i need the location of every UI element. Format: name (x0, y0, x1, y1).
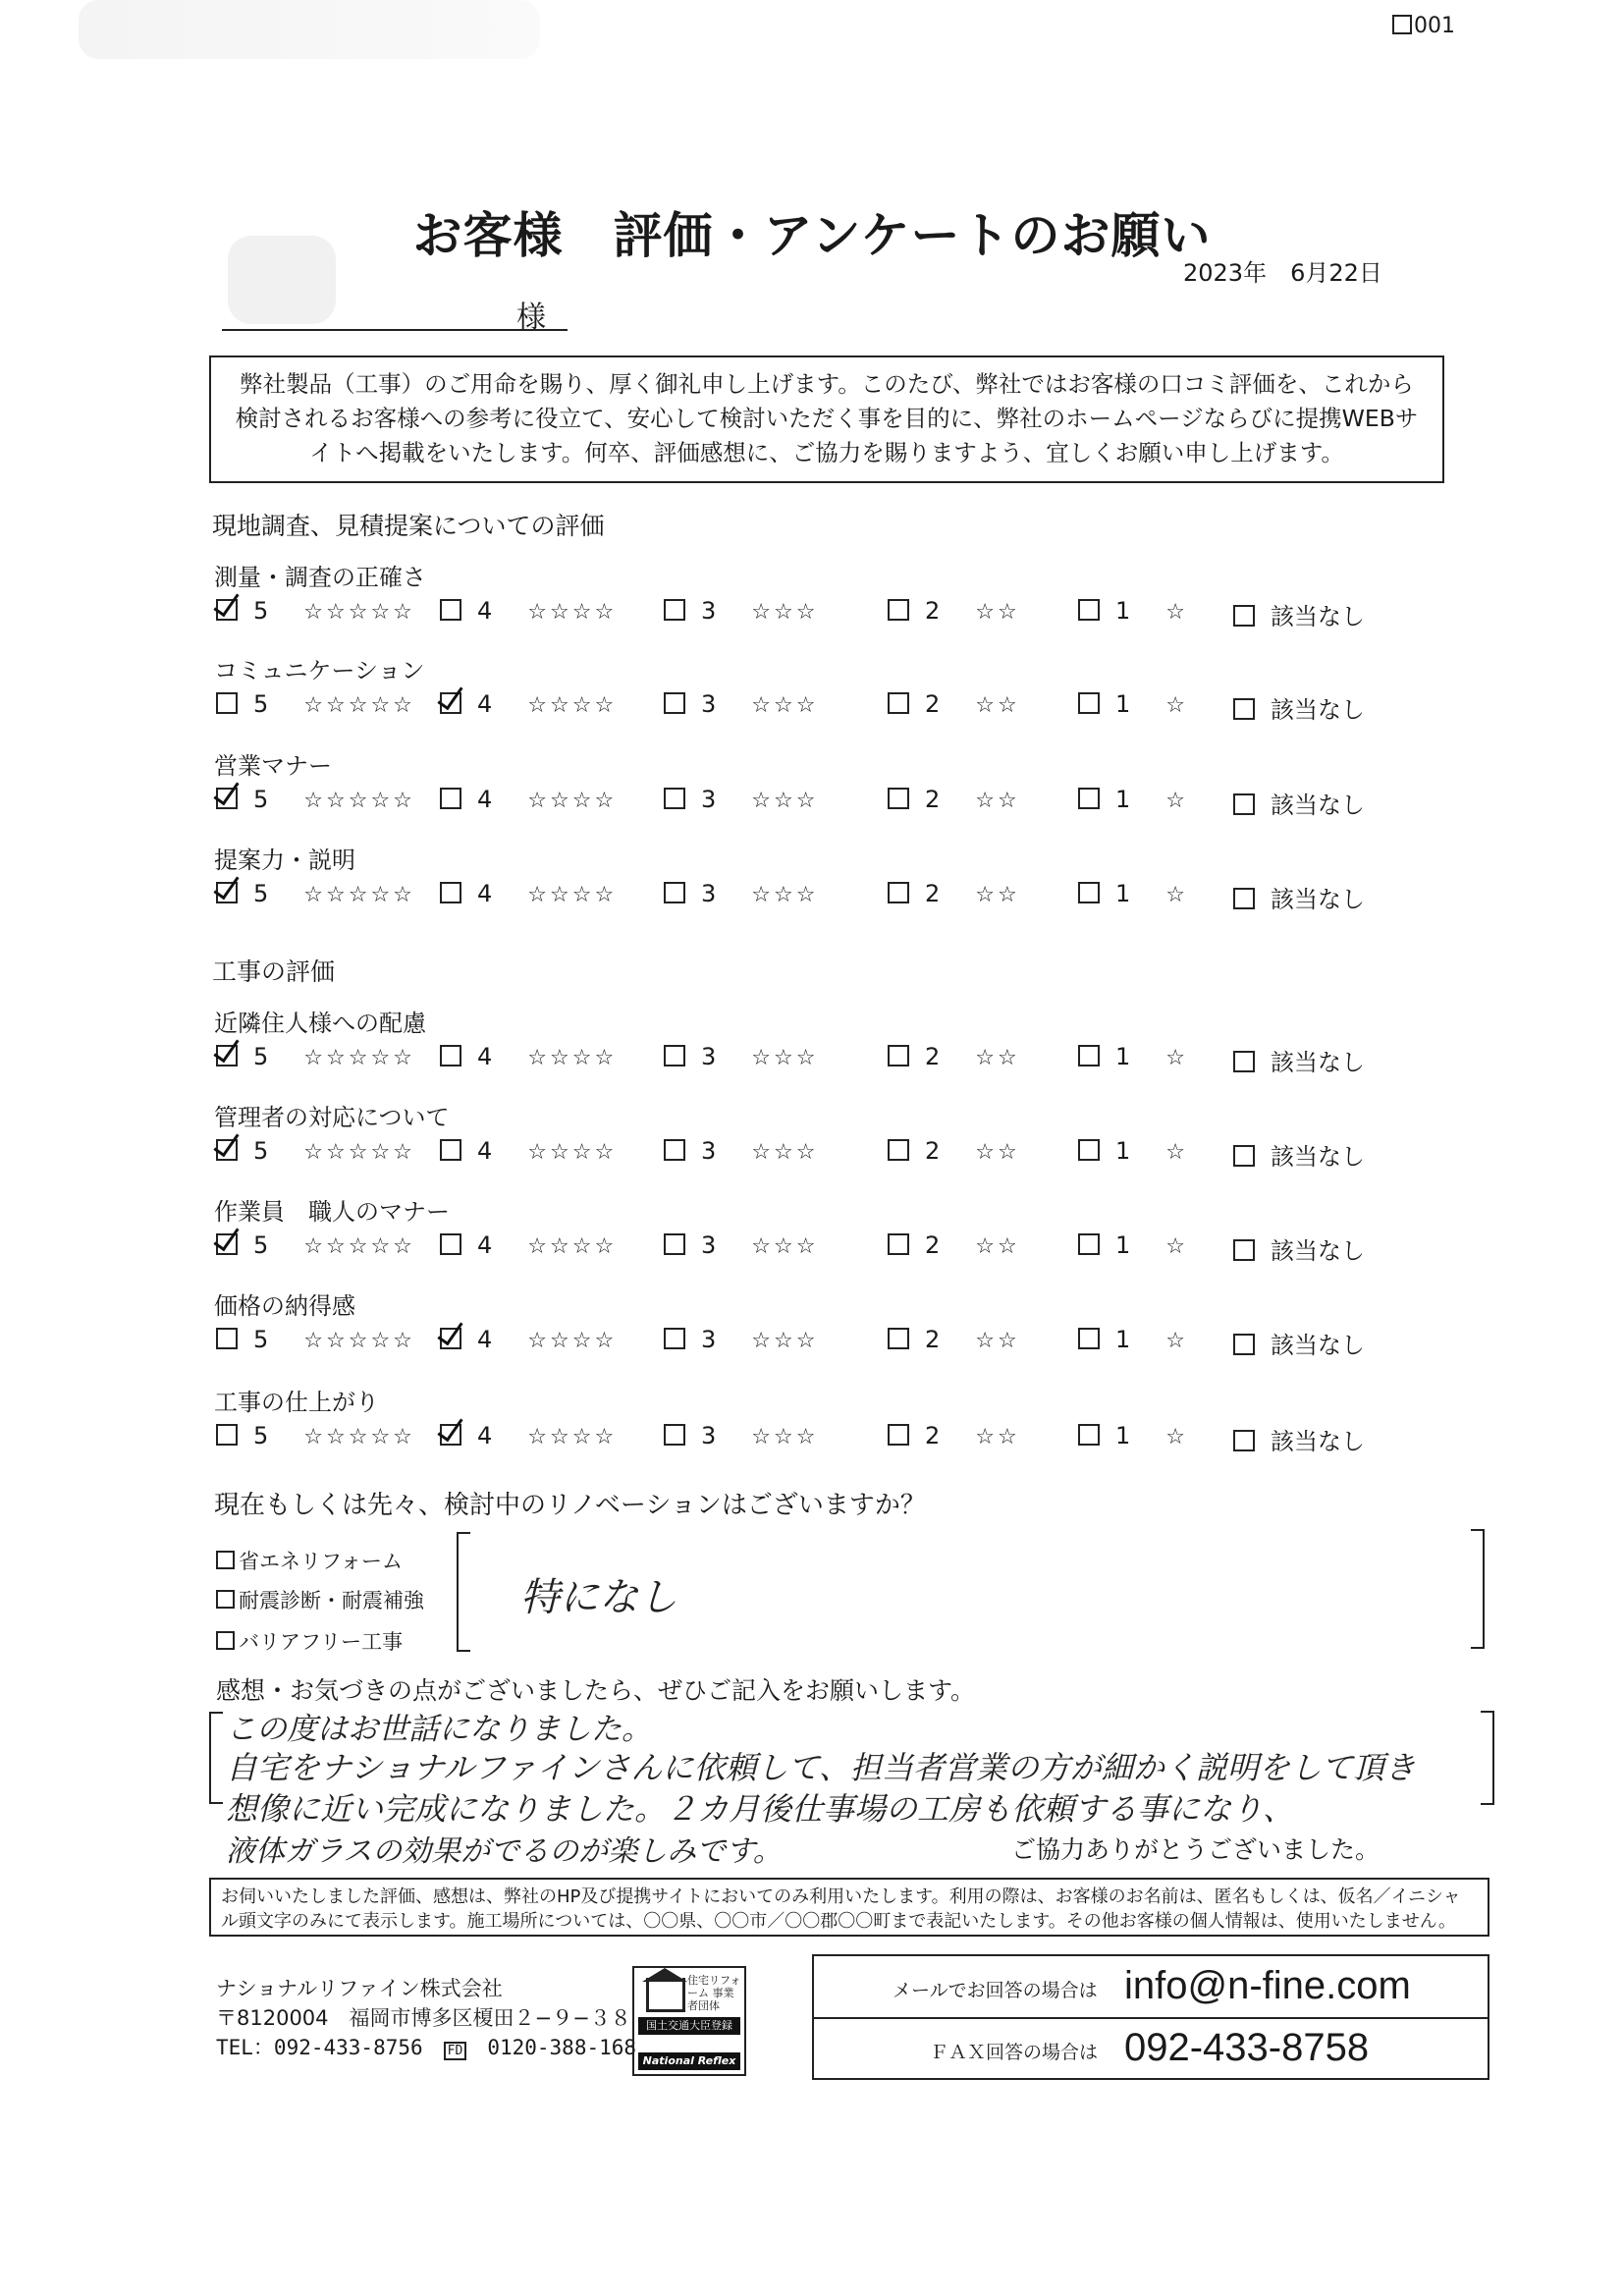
page-title: お客様 評価・アンケートのお願い (412, 207, 1212, 264)
email-label: メールでお回答の場合は (893, 1980, 1098, 2001)
rating-option-5[interactable] (216, 1137, 415, 1165)
star-icons: ☆☆ (975, 1046, 1020, 1070)
rating-option-3[interactable] (664, 597, 818, 625)
star-icons: ☆ (1165, 600, 1189, 625)
rating-number: 4 (477, 1137, 493, 1165)
star-icons: ☆☆☆☆☆ (303, 883, 415, 907)
star-icons: ☆☆☆☆ (527, 1329, 618, 1353)
checkbox[interactable] (440, 788, 461, 809)
rating-number: 1 (1115, 1326, 1131, 1353)
star-icons: ☆☆ (975, 693, 1020, 718)
rating-option-3[interactable] (664, 1422, 818, 1449)
question-label: 測量・調査の正確さ (214, 564, 426, 591)
na-label: 該当なし (1271, 1332, 1365, 1359)
rating-option-1[interactable] (1078, 597, 1188, 625)
star-icons: ☆☆☆☆☆ (303, 1425, 415, 1449)
email-row (814, 1956, 1488, 2019)
checked-checkbox[interactable] (216, 1139, 238, 1161)
rating-number: 1 (1115, 1137, 1131, 1165)
renovation-option[interactable]: 省エネリフォーム (216, 1546, 403, 1575)
rating-number: 5 (253, 880, 269, 907)
checked-checkbox[interactable] (440, 1328, 461, 1349)
checkbox-icon (1392, 15, 1412, 34)
checkbox[interactable] (664, 882, 685, 903)
rating-option-2[interactable] (888, 1231, 1020, 1259)
question-label: 提案力・説明 (214, 847, 355, 874)
checked-checkbox[interactable] (440, 692, 461, 714)
na-label: 該当なし (1271, 1428, 1365, 1455)
rating-number: 2 (925, 786, 941, 813)
rating-number: 3 (701, 1326, 717, 1353)
checkbox[interactable] (216, 1551, 235, 1569)
rating-option-5[interactable] (216, 786, 415, 813)
star-icons: ☆☆☆☆ (527, 600, 618, 625)
question-label: 価格の納得感 (214, 1292, 355, 1320)
rating-number: 5 (253, 1326, 269, 1353)
rating-option-2[interactable] (888, 1422, 1020, 1449)
privacy-notice: お伺いいたしました評価、感想は、弊社のHP及び提携サイトにおいてのみ利用いたします。利用の際は、お客様のお名前は、匿名もしくは、仮名／イニシャル頭文字のみにて表示します。施工場所については、〇〇県、〇〇市／〇〇郡〇〇町まで表記いたします。その他お客様の個人情報は、使用いたしません。 (209, 1878, 1489, 1937)
rating-option-4[interactable] (440, 1231, 617, 1259)
rating-number: 4 (477, 1326, 493, 1353)
question-label: 作業員 職人のマナー (214, 1198, 450, 1226)
checkbox[interactable] (1233, 1239, 1255, 1261)
comment-bracket-right (1481, 1711, 1494, 1805)
checkbox[interactable] (664, 1139, 685, 1161)
rating-number: 3 (701, 786, 717, 813)
na-label: 該当なし (1271, 696, 1365, 724)
checkbox[interactable] (1078, 599, 1100, 621)
checkbox[interactable] (1233, 698, 1255, 720)
star-icons: ☆☆☆☆ (527, 883, 618, 907)
checkbox[interactable] (1233, 1145, 1255, 1167)
rating-number: 5 (253, 786, 269, 813)
checkbox[interactable] (888, 1045, 909, 1066)
answer-bracket-left (457, 1532, 470, 1652)
checkbox[interactable] (440, 1139, 461, 1161)
comment-question: 感想・お気づきの点がございましたら、ぜひご記入をお願いします。 (216, 1676, 976, 1705)
badge-bottom-text: National Reflex (638, 2052, 740, 2070)
rating-option-na[interactable] (1233, 1231, 1365, 1266)
checkbox[interactable] (1233, 1334, 1255, 1355)
checkbox[interactable] (1078, 1233, 1100, 1255)
rating-number: 5 (253, 1043, 269, 1070)
page-number: 001 (1392, 14, 1455, 38)
checked-checkbox[interactable] (216, 882, 238, 903)
rating-option-5[interactable] (216, 1231, 415, 1259)
star-icons: ☆☆☆ (751, 1425, 819, 1449)
na-label: 該当なし (1271, 1143, 1365, 1171)
rating-option-3[interactable] (664, 1326, 818, 1353)
comment-line[interactable]: 自宅をナショナルファインさんに依頼して、担当者営業の方が細かく説明をして頂き (226, 1749, 1416, 1786)
contact-box (812, 1954, 1489, 2080)
company-address: 〒8120004 福岡市博多区榎田２−９−３８ (216, 2006, 631, 2030)
star-icons: ☆☆☆☆☆ (303, 1046, 415, 1070)
rating-number: 2 (925, 1043, 941, 1070)
na-label: 該当なし (1271, 792, 1365, 819)
rating-option-na[interactable] (1233, 1137, 1365, 1172)
checkbox[interactable] (1078, 1139, 1100, 1161)
rating-option-na[interactable] (1233, 1326, 1365, 1360)
star-icons: ☆☆☆ (751, 1046, 819, 1070)
star-icons: ☆☆ (975, 883, 1020, 907)
na-label: 該当なし (1271, 1237, 1365, 1265)
rating-number: 3 (701, 1422, 717, 1449)
rating-option-2[interactable] (888, 1326, 1020, 1353)
checked-checkbox[interactable] (216, 788, 238, 809)
rating-option-na[interactable] (1233, 786, 1365, 820)
rating-option-3[interactable] (664, 1043, 818, 1070)
answer-bracket-right (1471, 1529, 1485, 1649)
rating-option-5[interactable] (216, 690, 415, 718)
checkbox[interactable] (1078, 692, 1100, 714)
star-icons: ☆☆☆ (751, 600, 819, 625)
rating-option-na[interactable] (1233, 1043, 1365, 1077)
checkbox[interactable] (888, 1139, 909, 1161)
rating-number: 4 (477, 1422, 493, 1449)
redacted-name (228, 236, 336, 324)
association-badge (632, 1966, 746, 2076)
rating-number: 2 (925, 1326, 941, 1353)
star-icons: ☆☆☆ (751, 883, 819, 907)
comment-line[interactable]: この度はお世話になりました。 (226, 1712, 652, 1747)
comment-line[interactable]: 液体ガラスの効果がでるのが楽しみです。 (226, 1834, 783, 1869)
rating-number: 5 (253, 597, 269, 625)
rating-number: 3 (701, 1137, 717, 1165)
rating-option-1[interactable] (1078, 786, 1188, 813)
checked-checkbox[interactable] (216, 599, 238, 621)
renovation-option[interactable]: 耐震診断・耐震補強 (216, 1585, 424, 1614)
star-icons: ☆☆ (975, 1140, 1020, 1165)
badge-top-text: 住宅リフォーム 事業者団体 (687, 1974, 741, 2012)
rating-number: 2 (925, 1137, 941, 1165)
fax-row (814, 2018, 1488, 2079)
rating-option-5[interactable] (216, 1326, 415, 1353)
checkbox[interactable] (664, 1424, 685, 1446)
rating-number: 5 (253, 1231, 269, 1259)
house-icon-body (646, 1978, 685, 2012)
comment-bracket-left (209, 1712, 223, 1804)
question-label: コミュニケーション (214, 657, 425, 684)
checkbox[interactable] (1233, 1430, 1255, 1451)
section-title: 現地調査、見積提案についての評価 (212, 512, 605, 540)
star-icons: ☆☆☆☆☆ (303, 1329, 415, 1353)
rating-option-4[interactable] (440, 786, 617, 813)
star-icons: ☆☆☆☆ (527, 1046, 618, 1070)
rating-option-4[interactable] (440, 1422, 617, 1449)
checkbox[interactable] (888, 692, 909, 714)
question-label: 近隣住人様への配慮 (214, 1010, 426, 1037)
rating-number: 3 (701, 690, 717, 718)
checkbox[interactable] (664, 1045, 685, 1066)
checkbox[interactable] (216, 1424, 238, 1446)
checkbox[interactable] (440, 599, 461, 621)
rating-number: 1 (1115, 1422, 1131, 1449)
star-icons: ☆ (1165, 789, 1189, 813)
checked-checkbox[interactable] (216, 1045, 238, 1066)
rating-option-na[interactable] (1233, 880, 1365, 914)
checkbox[interactable] (664, 1233, 685, 1255)
checked-checkbox[interactable] (216, 1233, 238, 1255)
rating-option-5[interactable] (216, 597, 415, 625)
star-icons: ☆ (1165, 1425, 1189, 1449)
na-label: 該当なし (1271, 886, 1365, 913)
question-label: 営業マナー (214, 752, 332, 780)
rating-option-1[interactable] (1078, 690, 1188, 718)
star-icons: ☆☆☆ (751, 1140, 819, 1165)
rating-number: 4 (477, 690, 493, 718)
checkbox[interactable] (888, 788, 909, 809)
rating-number: 3 (701, 880, 717, 907)
rating-option-5[interactable] (216, 1043, 415, 1070)
checkbox[interactable] (1233, 605, 1255, 627)
star-icons: ☆☆☆☆ (527, 1234, 618, 1259)
checkbox[interactable] (216, 692, 238, 714)
rating-option-2[interactable] (888, 597, 1020, 625)
rating-number: 1 (1115, 1231, 1131, 1259)
redacted-area (79, 0, 540, 59)
checkbox[interactable] (1078, 882, 1100, 903)
rating-number: 5 (253, 690, 269, 718)
star-icons: ☆☆☆ (751, 1234, 819, 1259)
star-icons: ☆☆☆☆ (527, 1425, 618, 1449)
rating-number: 5 (253, 1137, 269, 1165)
checkbox[interactable] (888, 599, 909, 621)
checkbox[interactable] (664, 599, 685, 621)
checkbox[interactable] (888, 1328, 909, 1349)
star-icons: ☆☆☆☆☆ (303, 789, 415, 813)
question-label: 管理者の対応について (214, 1104, 450, 1131)
star-icons: ☆ (1165, 1140, 1189, 1165)
rating-option-4[interactable] (440, 880, 617, 907)
rating-number: 1 (1115, 786, 1131, 813)
star-icons: ☆☆☆ (751, 789, 819, 813)
checkbox[interactable] (216, 1590, 235, 1609)
rating-option-4[interactable] (440, 1137, 617, 1165)
rating-number: 2 (925, 1231, 941, 1259)
star-icons: ☆☆☆☆ (527, 1140, 618, 1165)
star-icons: ☆ (1165, 883, 1189, 907)
na-label: 該当なし (1271, 603, 1365, 630)
star-icons: ☆ (1165, 693, 1189, 718)
rating-number: 5 (253, 1422, 269, 1449)
checkbox[interactable] (664, 692, 685, 714)
star-icons: ☆☆☆ (751, 1329, 819, 1353)
intro-text: 弊社製品（工事）のご用命を賜り、厚く御礼申し上げます。このたび、弊社ではお客様の口コミ評価を、これから検討されるお客様への参考に役立て、安心して検討いただく事を目的に、弊社のホームページならびに提携WEBサイトへ掲載をいたします。何卒、評価感想に、ご協力を賜りますよう、宜しくお願い申し上げます。 (209, 355, 1444, 483)
rating-option-1[interactable] (1078, 1137, 1188, 1165)
checkbox[interactable] (1078, 1328, 1100, 1349)
rating-option-1[interactable] (1078, 880, 1188, 907)
free-dial-icon: FD (444, 2042, 467, 2060)
checkbox[interactable] (888, 1424, 909, 1446)
star-icons: ☆ (1165, 1046, 1189, 1070)
rating-option-na[interactable] (1233, 1422, 1365, 1456)
checkbox[interactable] (1078, 1045, 1100, 1066)
badge-mid-text: 国土交通大臣登録 (638, 2017, 740, 2035)
rating-option-4[interactable] (440, 1043, 617, 1070)
checked-checkbox[interactable] (440, 1424, 461, 1446)
checkbox[interactable] (216, 1328, 238, 1349)
company-phone: TEL：092-433-8756 FD 0120-388-168 (216, 2036, 637, 2059)
checkbox[interactable] (1078, 1424, 1100, 1446)
rating-option-1[interactable] (1078, 1326, 1188, 1353)
checkbox[interactable] (664, 1328, 685, 1349)
checkbox[interactable] (888, 882, 909, 903)
rating-number: 1 (1115, 1043, 1131, 1070)
checkbox[interactable] (1233, 1051, 1255, 1072)
star-icons: ☆☆ (975, 1425, 1020, 1449)
star-icons: ☆☆☆☆ (527, 693, 618, 718)
checkbox[interactable] (1078, 788, 1100, 809)
star-icons: ☆☆ (975, 600, 1020, 625)
checkbox[interactable] (440, 882, 461, 903)
rating-option-5[interactable] (216, 880, 415, 907)
rating-option-na[interactable] (1233, 690, 1365, 725)
rating-option-4[interactable] (440, 597, 617, 625)
renovation-question: 現在もしくは先々、検討中のリノベーションはございますか？ (214, 1491, 926, 1520)
rating-option-1[interactable] (1078, 1231, 1188, 1259)
rating-number: 1 (1115, 880, 1131, 907)
rating-number: 2 (925, 597, 941, 625)
rating-option-4[interactable] (440, 690, 617, 718)
rating-number: 4 (477, 1043, 493, 1070)
thanks-message: ご協力ありがとうございました。 (1011, 1835, 1380, 1864)
rating-option-2[interactable] (888, 880, 1020, 907)
star-icons: ☆☆☆☆☆ (303, 1140, 415, 1165)
rating-number: 4 (477, 786, 493, 813)
na-label: 該当なし (1271, 1049, 1365, 1076)
rating-option-3[interactable] (664, 690, 818, 718)
company-info (216, 1974, 636, 2066)
checkbox[interactable] (216, 1631, 235, 1650)
rating-number: 4 (477, 1231, 493, 1259)
checkbox[interactable] (440, 1233, 461, 1255)
checkbox[interactable] (664, 788, 685, 809)
rating-option-1[interactable] (1078, 1043, 1188, 1070)
rating-number: 3 (701, 597, 717, 625)
star-icons: ☆☆ (975, 789, 1020, 813)
rating-option-2[interactable] (888, 1137, 1020, 1165)
rating-number: 3 (701, 1043, 717, 1070)
rating-number: 1 (1115, 690, 1131, 718)
star-icons: ☆☆ (975, 1234, 1020, 1259)
star-icons: ☆☆☆ (751, 693, 819, 718)
email-address[interactable]: info@n-fine.com (1124, 1964, 1411, 2007)
rating-number: 3 (701, 1231, 717, 1259)
rating-option-1[interactable] (1078, 1422, 1188, 1449)
star-icons: ☆☆ (975, 1329, 1020, 1353)
renovation-option[interactable]: バリアフリー工事 (216, 1626, 403, 1656)
rating-number: 1 (1115, 597, 1131, 625)
rating-option-3[interactable] (664, 786, 818, 813)
renovation-answer[interactable]: 特になし (520, 1575, 677, 1620)
star-icons: ☆ (1165, 1234, 1189, 1259)
section-title: 工事の評価 (212, 957, 336, 986)
rating-option-na[interactable] (1233, 597, 1365, 631)
rating-option-4[interactable] (440, 1326, 617, 1353)
fax-label: ＦＡＸ回答の場合は (930, 2042, 1099, 2063)
rating-number: 2 (925, 1422, 941, 1449)
question-label: 工事の仕上がり (214, 1389, 379, 1416)
star-icons: ☆☆☆☆ (527, 789, 618, 813)
rating-number: 2 (925, 880, 941, 907)
rating-option-2[interactable] (888, 786, 1020, 813)
checkbox[interactable] (1233, 888, 1255, 909)
rating-option-3[interactable] (664, 1231, 818, 1259)
checkbox[interactable] (1233, 793, 1255, 815)
star-icons: ☆ (1165, 1329, 1189, 1353)
company-name: ナショナルリファイン株式会社 (216, 1977, 503, 2000)
rating-option-2[interactable] (888, 690, 1020, 718)
rating-option-2[interactable] (888, 1043, 1020, 1070)
star-icons: ☆☆☆☆☆ (303, 600, 415, 625)
star-icons: ☆☆☆☆☆ (303, 1234, 415, 1259)
rating-option-3[interactable] (664, 1137, 818, 1165)
checkbox[interactable] (440, 1045, 461, 1066)
fax-number: 092-433-8758 (1124, 2026, 1370, 2069)
rating-option-5[interactable] (216, 1422, 415, 1449)
comment-line[interactable]: 想像に近い完成になりました。２カ月後仕事場の工房も依頼する事になり、 (226, 1790, 1295, 1828)
rating-number: 4 (477, 880, 493, 907)
rating-number: 2 (925, 690, 941, 718)
rating-number: 4 (477, 597, 493, 625)
checkbox[interactable] (888, 1233, 909, 1255)
date: 2023年 6月22日 (1183, 259, 1382, 287)
rating-option-3[interactable] (664, 880, 818, 907)
star-icons: ☆☆☆☆☆ (303, 693, 415, 718)
salutation: 様 (516, 301, 546, 335)
